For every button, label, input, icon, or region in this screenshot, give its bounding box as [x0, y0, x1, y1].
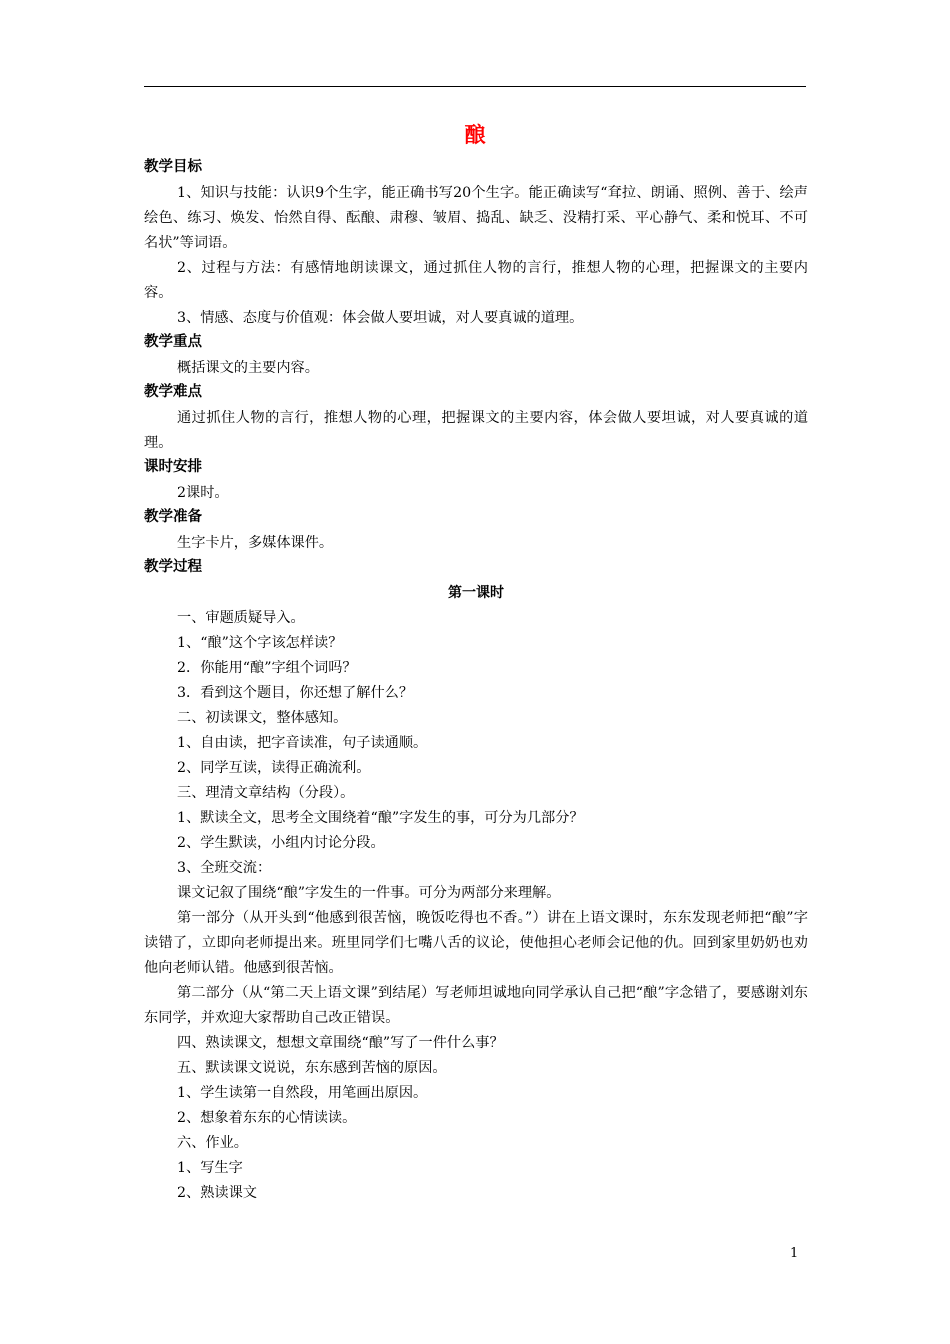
teaching-prep-text: 生字卡片，多媒体课件。 [177, 535, 334, 551]
list-item: 1、“酿”这个字该怎样读？ [177, 635, 343, 651]
heading-teaching-process: 教学过程 [144, 559, 202, 575]
heading-teaching-difficulty: 教学难点 [144, 384, 202, 400]
heading-class-schedule: 课时安排 [144, 459, 202, 475]
list-item: 3．看到这个题目，你还想了解什么？ [177, 685, 414, 701]
list-item: 二、初读课文，整体感知。 [177, 710, 348, 726]
document-body [144, 154, 808, 1206]
list-item: 1、自由读，把字音读准，句子读通顺。 [177, 735, 428, 751]
list-item: 六、作业。 [177, 1135, 248, 1151]
goal-emotion-values: 3、情感、态度与价值观：体会做人要坦诚，对人要真诚的道理。 [177, 310, 584, 326]
list-item: 2、同学互读，读得正确流利。 [177, 760, 371, 776]
list-item: 2、熟读课文 [177, 1185, 257, 1201]
heading-teaching-prep: 教学准备 [144, 509, 202, 525]
list-item: 2．你能用“酿”字组个词吗？ [177, 660, 357, 676]
list-item: 1、写生字 [177, 1160, 243, 1176]
header-rule [144, 86, 806, 87]
heading-teaching-focus: 教学重点 [144, 334, 202, 350]
lesson-one-title: 第一课时 [448, 585, 504, 601]
list-item: 1、默读全文，思考全文围绕着“酿”字发生的事，可分为几部分？ [177, 810, 584, 826]
list-item: 2、学生默读，小组内讨论分段。 [177, 835, 385, 851]
list-item: 2、想象着东东的心情读读。 [177, 1110, 357, 1126]
list-item: 四、熟读课文，想想文章围绕“酿”写了一件什么事？ [177, 1035, 504, 1051]
list-item: 1、学生读第一自然段，用笔画出原因。 [177, 1085, 428, 1101]
list-item: 第二部分（从“第二天上语文课”到结尾）写老师坦诚地向同学承认自己把“酿”字念错了，要感谢刘东东同学，并欢迎大家帮助自己改正错误。 [144, 985, 808, 1026]
lesson-one-steps [144, 606, 808, 1206]
teaching-focus-text: 概括课文的主要内容。 [177, 360, 319, 376]
class-schedule-text: 2课时。 [177, 485, 229, 501]
page-number: 1 [790, 1246, 799, 1261]
teaching-difficulty-text: 通过抓住人物的言行，推想人物的心理，把握课文的主要内容，体会做人要坦诚，对人要真诚的道理。 [144, 410, 808, 451]
list-item: 三、理清文章结构（分段）。 [177, 785, 355, 801]
list-item: 课文记叙了围绕“酿”字发生的一件事。可分为两部分来理解。 [177, 885, 561, 901]
goal-knowledge-skills: 1、知识与技能：认识9个生字，能正确书写20个生字。能正确读写“耷拉、朗诵、照例、善于、绘声绘色、练习、焕发、怡然自得、酝酿、肃穆、皱眉、捣乱、缺乏、没精打采、平心静气、柔和悦耳、不可名状”等词语。 [144, 185, 808, 251]
list-item: 一、审题质疑导入。 [177, 610, 305, 626]
list-item: 五、默读课文说说，东东感到苦恼的原因。 [177, 1060, 447, 1076]
page-title: 酿 [464, 123, 486, 147]
list-item: 3、全班交流： [177, 860, 272, 876]
goal-process-method: 2、过程与方法：有感情地朗读课文，通过抓住人物的言行，推想人物的心理，把握课文的主要内容。 [144, 260, 808, 301]
list-item: 第一部分（从开头到“他感到很苦恼，晚饭吃得也不香。”）讲在上语文课时，东东发现老师把“酿”字读错了，立即向老师提出来。班里同学们七嘴八舌的议论，使他担心老师会记他的仇。回到家里奶奶也劝他向老师认错。他感到很苦恼。 [144, 910, 808, 976]
heading-teaching-goals: 教学目标 [144, 159, 202, 175]
